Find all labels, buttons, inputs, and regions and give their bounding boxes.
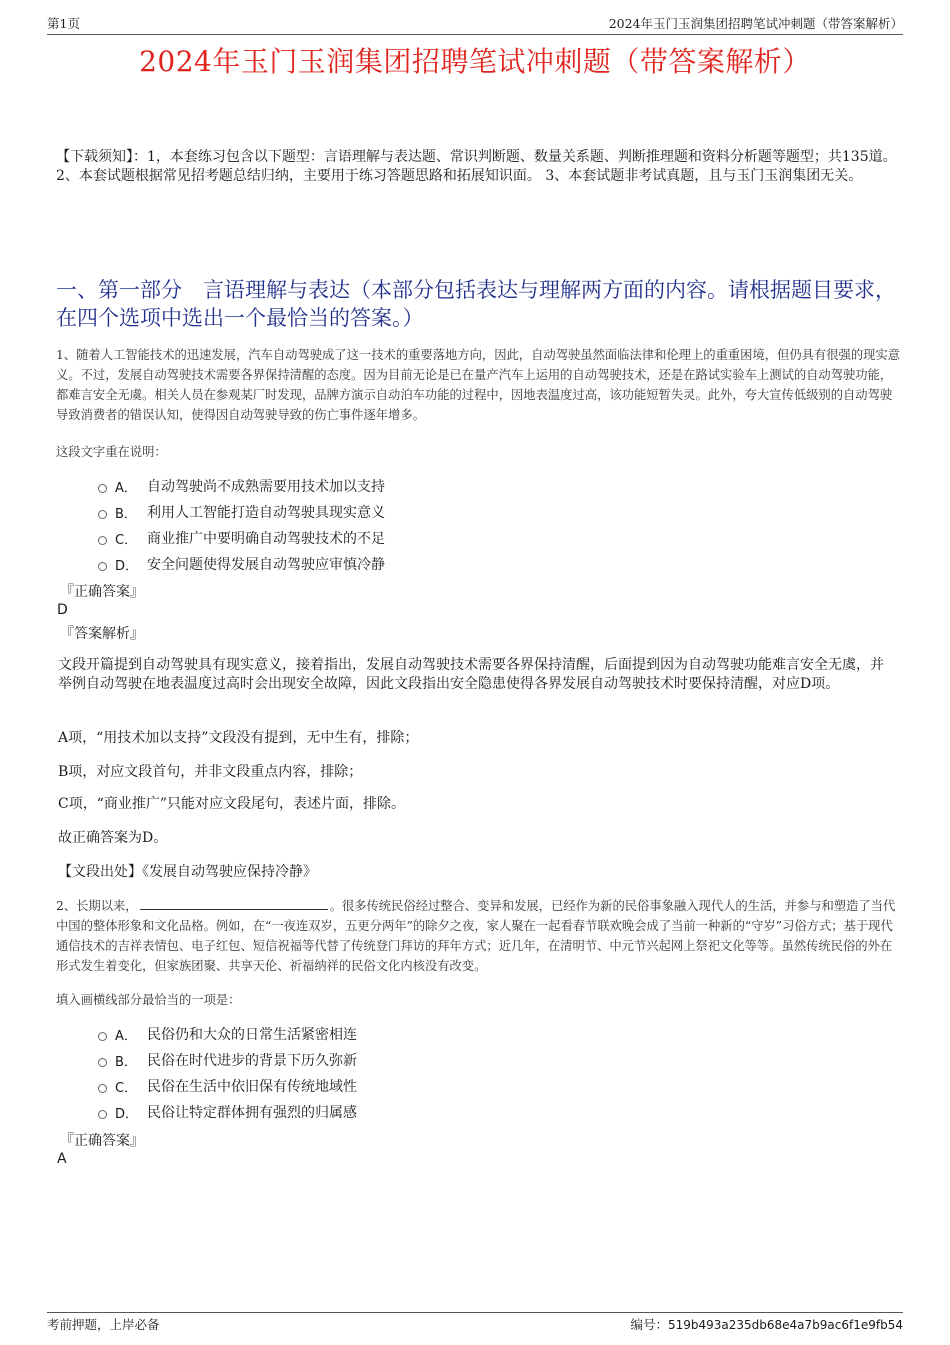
analysis-line: 故正确答案为D。 [58, 830, 168, 846]
option-c[interactable]: C． 民俗在生活中依旧保有传统地域性 [98, 1073, 357, 1099]
document-title: 2024年玉门玉润集团招聘笔试冲刺题（带答案解析） [139, 45, 811, 78]
option-text: 安全问题使得发展自动驾驶应审慎冷静 [147, 557, 385, 573]
section-heading: 一、第一部分 言语理解与表达（本部分包括表达与理解两方面的内容。请根据题目要求，在四个选项中选出一个最恰当的答案。） [56, 278, 896, 330]
source-line: 【文段出处】《发展自动驾驶应保持冷静》 [58, 864, 317, 880]
fill-blank [140, 897, 328, 910]
page-number: 第1页 [47, 16, 80, 31]
analysis-line: C项，“商业推广”只能对应文段尾句，表述片面，排除。 [58, 796, 406, 812]
radio-icon[interactable] [98, 1110, 107, 1119]
option-d[interactable]: D． 民俗让特定群体拥有强烈的归属感 [98, 1099, 357, 1125]
page-footer [47, 1312, 903, 1333]
analysis-label: 『答案解析』 [60, 626, 144, 642]
option-text: 民俗在生活中依旧保有传统地域性 [147, 1079, 357, 1095]
answer-value: A [57, 1151, 67, 1167]
option-b[interactable]: B． 利用人工智能打造自动驾驶具现实意义 [98, 499, 385, 525]
analysis-text: 文段开篇提到自动驾驶具有现实意义，接着指出，发展自动驾驶技术需要各界保持清醒，后面提到因为自动驾驶功能难言安全无虞，并举例自动驾驶在地表温度过高时会出现安全故障，因此文段指出安全隐患使得各界发展自动驾驶技术时要保持清醒，对应D项。 [58, 657, 884, 692]
radio-icon[interactable] [98, 536, 107, 545]
answer-label: 『正确答案』 [60, 1133, 144, 1149]
option-d[interactable]: D． 安全问题使得发展自动驾驶应审慎冷静 [98, 551, 385, 577]
option-b[interactable]: B． 民俗在时代进步的背景下历久弥新 [98, 1047, 357, 1073]
question-1-text: 1、随着人工智能技术的迅速发展，汽车自动驾驶成了这一技术的重要落地方向，因此，自动驾驶虽然面临法律和伦理上的重重困境，但仍具有很强的现实意义。不过，发展自动驾驶技术需要各界保持清醒的态度。因为目前无论是已在量产汽车上运用的自动驾驶技术，还是在路试实验车上测试的自动驾驶功能，都难言安全无虞。相关人员在参观某厂时发现，品牌方演示自动泊车功能的过程中，因地表温度过高，该功能短暂失灵。此外，夸大宣传低级别的自动驾驶导致消费者的错误认知，使得因自动驾驶导致的伤亡事件逐年增多。 [56, 348, 901, 422]
option-a[interactable]: A． 自动驾驶尚不成熟需要用技术加以支持 [98, 473, 385, 499]
option-text: 商业推广中要明确自动驾驶技术的不足 [147, 531, 385, 547]
question-2-text: 2、长期以来， 。很多传统民俗经过整合、变异和发展，已经作为新的民俗事象融入现代人的生活，并参与和塑造了当代中国的整体形象和文化品格。例如，在“一夜连双岁，五更分两年”的除夕之夜，家人聚在一起看春节联欢晚会成了当前一种新的“守岁”习俗方式；基于现代通信技术的吉祥表情包、电子红包、短信祝福等代替了传统登门拜访的拜年方式；近几年，在清明节、中元节兴起网上祭祀文化等等。虽然传统民俗的外在形式发生着变化，但家族团聚、共享天伦、祈福纳祥的民俗文化内核没有改变。 [56, 899, 896, 973]
question-1-options [98, 473, 385, 577]
option-text: 民俗在时代进步的背景下历久弥新 [147, 1053, 357, 1069]
radio-icon[interactable] [98, 510, 107, 519]
radio-icon[interactable] [98, 1084, 107, 1093]
analysis-line: B项，对应文段首句，并非文段重点内容，排除； [58, 764, 363, 780]
radio-icon[interactable] [98, 484, 107, 493]
header-doc-title: 2024年玉门玉润集团招聘笔试冲刺题（带答案解析） [608, 16, 903, 31]
option-text: 自动驾驶尚不成熟需要用技术加以支持 [147, 479, 385, 495]
analysis-line: A项，“用技术加以支持”文段没有提到，无中生有，排除； [58, 730, 419, 746]
footer-code: 编号：519b493a235db68e4a7b9ac6f1e9fb54 [630, 1317, 903, 1332]
download-notice: 【下载须知】：1，本套练习包含以下题型：言语理解与表达题、常识判断题、数量关系题、判断推理题和资料分析题等题型；共135道。 2、本套试题根据常见招考题总结归纳，主要用于练习答题思路和拓展知识面。 3、本套试题非考试真题，且与玉门玉润集团无关。 [56, 149, 897, 184]
footer-slogan: 考前押题，上岸必备 [47, 1317, 160, 1332]
question-1-prompt: 这段文字重在说明： [56, 445, 167, 459]
option-text: 民俗仍和大众的日常生活紧密相连 [147, 1027, 357, 1043]
option-c[interactable]: C． 商业推广中要明确自动驾驶技术的不足 [98, 525, 385, 551]
option-text: 利用人工智能打造自动驾驶具现实意义 [147, 505, 385, 521]
radio-icon[interactable] [98, 1032, 107, 1041]
page-header [47, 14, 903, 35]
question-2-prompt: 填入画横线部分最恰当的一项是： [56, 993, 241, 1007]
answer-value: D [57, 602, 68, 618]
radio-icon[interactable] [98, 1058, 107, 1067]
question-2-options [98, 1021, 357, 1125]
answer-label: 『正确答案』 [60, 584, 144, 600]
option-a[interactable]: A． 民俗仍和大众的日常生活紧密相连 [98, 1021, 357, 1047]
option-text: 民俗让特定群体拥有强烈的归属感 [147, 1105, 357, 1121]
radio-icon[interactable] [98, 562, 107, 571]
